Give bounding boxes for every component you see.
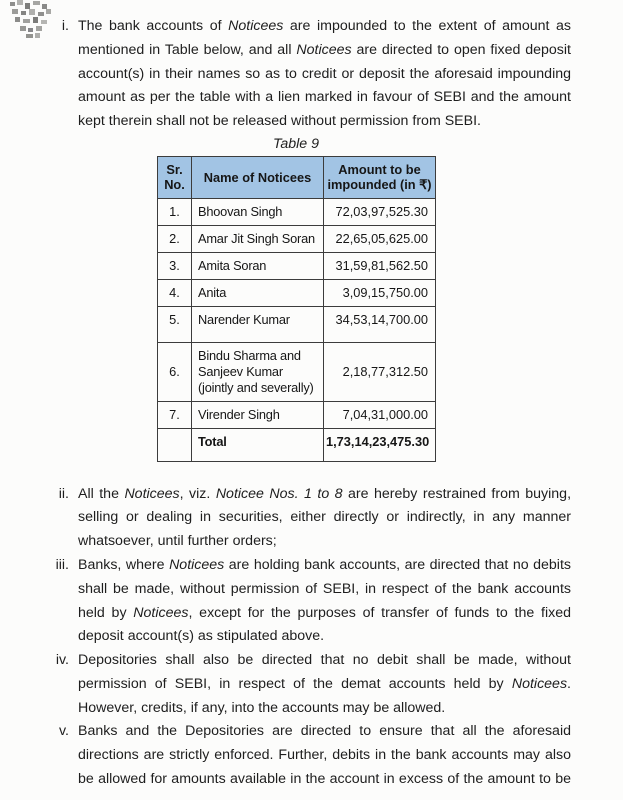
list-marker-iv: iv.	[55, 652, 69, 669]
cell-total-amount: 1,73,14,23,475.30	[324, 428, 436, 461]
list-marker-iii: iii.	[55, 556, 69, 573]
cell-sr: 2.	[158, 225, 192, 252]
cell-sr: 4.	[158, 279, 192, 306]
list-item-ii	[0, 483, 571, 554]
cell-name: Bindu Sharma and Sanjeev Kumar (jointly and severally)	[192, 342, 324, 401]
cell-name: Virender Singh	[192, 401, 324, 428]
cell-sr: 5.	[158, 306, 192, 342]
table-row	[158, 401, 436, 428]
paragraph-ii-text: All the Noticees, viz. Noticee Nos. 1 to 8 are hereby restrained from buying, selling or dealing in securities, either directly or indirectly, in any manner whatsoever, until further orders;	[78, 485, 572, 550]
table-row	[158, 342, 436, 401]
list-item-v	[0, 720, 571, 791]
table-header-row	[158, 156, 436, 198]
cell-amount: 22,65,05,625.00	[324, 225, 436, 252]
cell-amount: 34,53,14,700.00	[324, 306, 436, 342]
col-header-name: Name of Noticees	[192, 156, 324, 198]
cell-sr: 1.	[158, 198, 192, 225]
cell-total-label: Total	[192, 428, 324, 461]
table-row	[158, 252, 436, 279]
list-marker-v: v.	[59, 723, 69, 740]
paragraph-iv-text: Depositories shall also be directed that no debit shall be made, without permission of SEBI, in respect of the demat accounts held by Noticees. However, credits, if any, into the accounts may be allowed.	[78, 652, 571, 716]
table-caption: Table 9	[272, 135, 320, 152]
cell-amount: 7,04,31,000.00	[324, 401, 436, 428]
table-row	[158, 225, 436, 252]
cell-name: Bhoovan Singh	[192, 198, 324, 225]
cell-amount: 31,59,81,562.50	[324, 252, 436, 279]
cell-amount: 3,09,15,750.00	[324, 279, 436, 306]
list-marker-ii: ii.	[58, 485, 69, 502]
cell-name: Anita	[192, 279, 324, 306]
cell-name: Narender Kumar	[192, 306, 324, 342]
cell-sr: 3.	[158, 252, 192, 279]
table-total-row	[158, 428, 436, 461]
paragraph-i-text: The bank accounts of Noticees are impounded to the extent of amount as mentioned in Table below, and all Noticees are directed to open fixed deposit account(s) in their names so as to credit or deposit the aforesaid impounding amount as per the table with a lien marked in favour of SEBI and the amount kept therein shall not be released without permission from SEBI.	[78, 18, 571, 130]
table-row	[158, 279, 436, 306]
cell-sr: 7.	[158, 401, 192, 428]
cell-name: Amita Soran	[192, 252, 324, 279]
cell-amount: 2,18,77,312.50	[324, 342, 436, 401]
list-item-iii	[0, 554, 571, 649]
col-header-sr-no: Sr. No.	[158, 156, 192, 198]
cell-sr: 6.	[158, 342, 192, 401]
cell-amount: 72,03,97,525.30	[324, 198, 436, 225]
cell-sr-empty	[158, 428, 192, 461]
list-item-i	[0, 15, 571, 134]
scan-noise-artifact	[8, 0, 56, 42]
paragraph-iii-text: Banks, where Noticees are holding bank accounts, are directed that no debits shall be made, without permission of SEBI, in respect of the bank accounts held by Noticees, except for the purposes of transfer of funds to the fixed deposit account(s) as stipulated above.	[78, 556, 571, 645]
col-header-amount: Amount to be impounded (in ₹)	[324, 156, 436, 198]
paragraph-v-text: Banks and the Depositories are directed to ensure that all the aforesaid directions are strictly enforced. Further, debits in the bank accounts may also be allowed for amounts available in the account in excess of the amount to be	[78, 723, 571, 788]
list-marker-i: i.	[61, 18, 69, 34]
table-9-section	[157, 136, 435, 462]
table-row	[158, 306, 436, 342]
list-item-iv	[0, 649, 571, 720]
table-row	[158, 198, 436, 225]
cell-name: Amar Jit Singh Soran	[192, 225, 324, 252]
impounded-amounts-table	[157, 156, 436, 462]
